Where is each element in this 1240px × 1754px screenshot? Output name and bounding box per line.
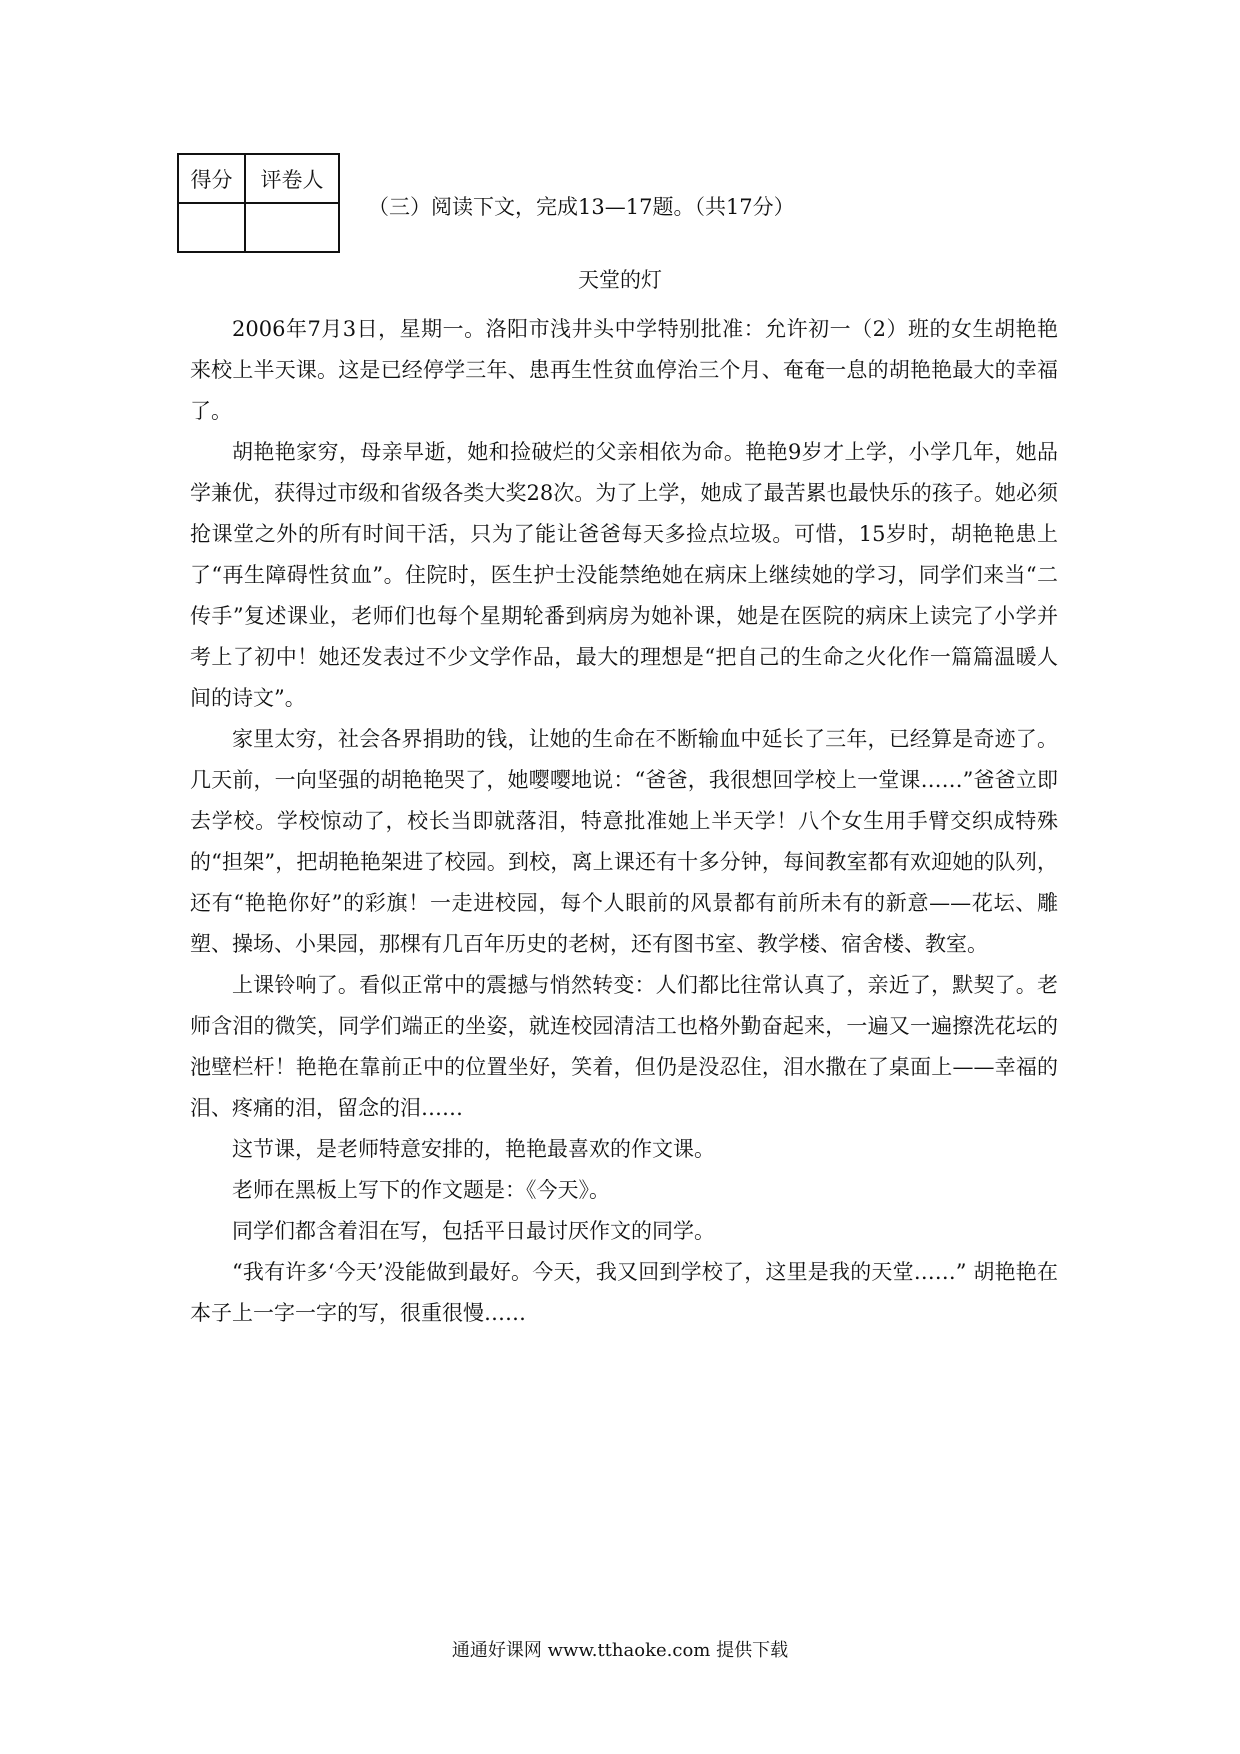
paragraph-1: 2006年7月3日，星期一。洛阳市浅井头中学特别批准：允许初一（2）班的女生胡艳艳来校上半天课。这是已经停学三年、患再生性贫血停治三个月、奄奄一息的胡艳艳最大的幸福了。	[190, 317, 1058, 423]
paragraph-5: 这节课，是老师特意安排的，艳艳最喜欢的作文课。	[232, 1137, 715, 1161]
article-title: 天堂的灯	[578, 268, 662, 292]
grader-entry-cell	[245, 203, 339, 252]
paragraph-6: 老师在黑板上写下的作文题是：《今天》。	[232, 1178, 610, 1202]
paragraph-8: “我有许多‘今天’没能做到最好。今天，我又回到学校了，这里是我的天堂……” 胡艳艳在本子上一字一字的写，很重很慢……	[190, 1260, 1058, 1325]
paragraph-7: 同学们都含着泪在写，包括平日最讨厌作文的同学。	[232, 1219, 715, 1243]
paragraph-4: 上课铃响了。看似正常中的震撼与悄然转变：人们都比往常认真了，亲近了，默契了。老师含泪的微笑，同学们端正的坐姿，就连校园清洁工也格外勤奋起来，一遍又一遍擦洗花坛的池壁栏杆！艳艳在靠前正中的位置坐好，笑着，但仍是没忍住，泪水撒在了桌面上——幸福的泪、疼痛的泪，留念的泪……	[190, 973, 1058, 1120]
footer-credit: 通通好课网 www.tthaoke.com 提供下载	[451, 1640, 789, 1661]
score-table	[177, 153, 340, 253]
grader-label: 评卷人	[245, 154, 339, 203]
article-body	[190, 309, 1058, 1334]
score-entry-cell	[178, 203, 245, 252]
paragraph-3: 家里太穷，社会各界捐助的钱，让她的生命在不断输血中延长了三年，已经算是奇迹了。几天前，一向坚强的胡艳艳哭了，她嘤嘤地说：“爸爸，我很想回学校上一堂课……”爸爸立即去学校。学校惊动了，校长当即就落泪，特意批准她上半天学！八个女生用手臂交织成特殊的“担架”，把胡艳艳架进了校园。到校，离上课还有十多分钟，每间教室都有欢迎她的队列，还有“艳艳你好”的彩旗！一走进校园，每个人眼前的风景都有前所未有的新意——花坛、雕塑、操场、小果园，那棵有几百年历史的老树，还有图书室、教学楼、宿舍楼、教室。	[190, 727, 1058, 956]
score-table-header-row	[178, 154, 339, 203]
section-heading: （三）阅读下文，完成13—17题。（共17分）	[368, 195, 795, 219]
paragraph-2: 胡艳艳家穷，母亲早逝，她和捡破烂的父亲相依为命。艳艳9岁才上学，小学几年，她品学兼优，获得过市级和省级各类大奖28次。为了上学，她成了最苦累也最快乐的孩子。她必须抢课堂之外的所有时间干活，只为了能让爸爸每天多捡点垃圾。可惜，15岁时，胡艳艳患上了“再生障碍性贫血”。住院时，医生护士没能禁绝她在病床上继续她的学习，同学们来当“二传手”复述课业，老师们也每个星期轮番到病房为她补课，她是在医院的病床上读完了小学并考上了初中！她还发表过不少文学作品，最大的理想是“把自己的生命之火化作一篇篇温暖人间的诗文”。	[190, 440, 1058, 710]
score-table-entry-row	[178, 203, 339, 252]
score-label: 得分	[178, 154, 245, 203]
